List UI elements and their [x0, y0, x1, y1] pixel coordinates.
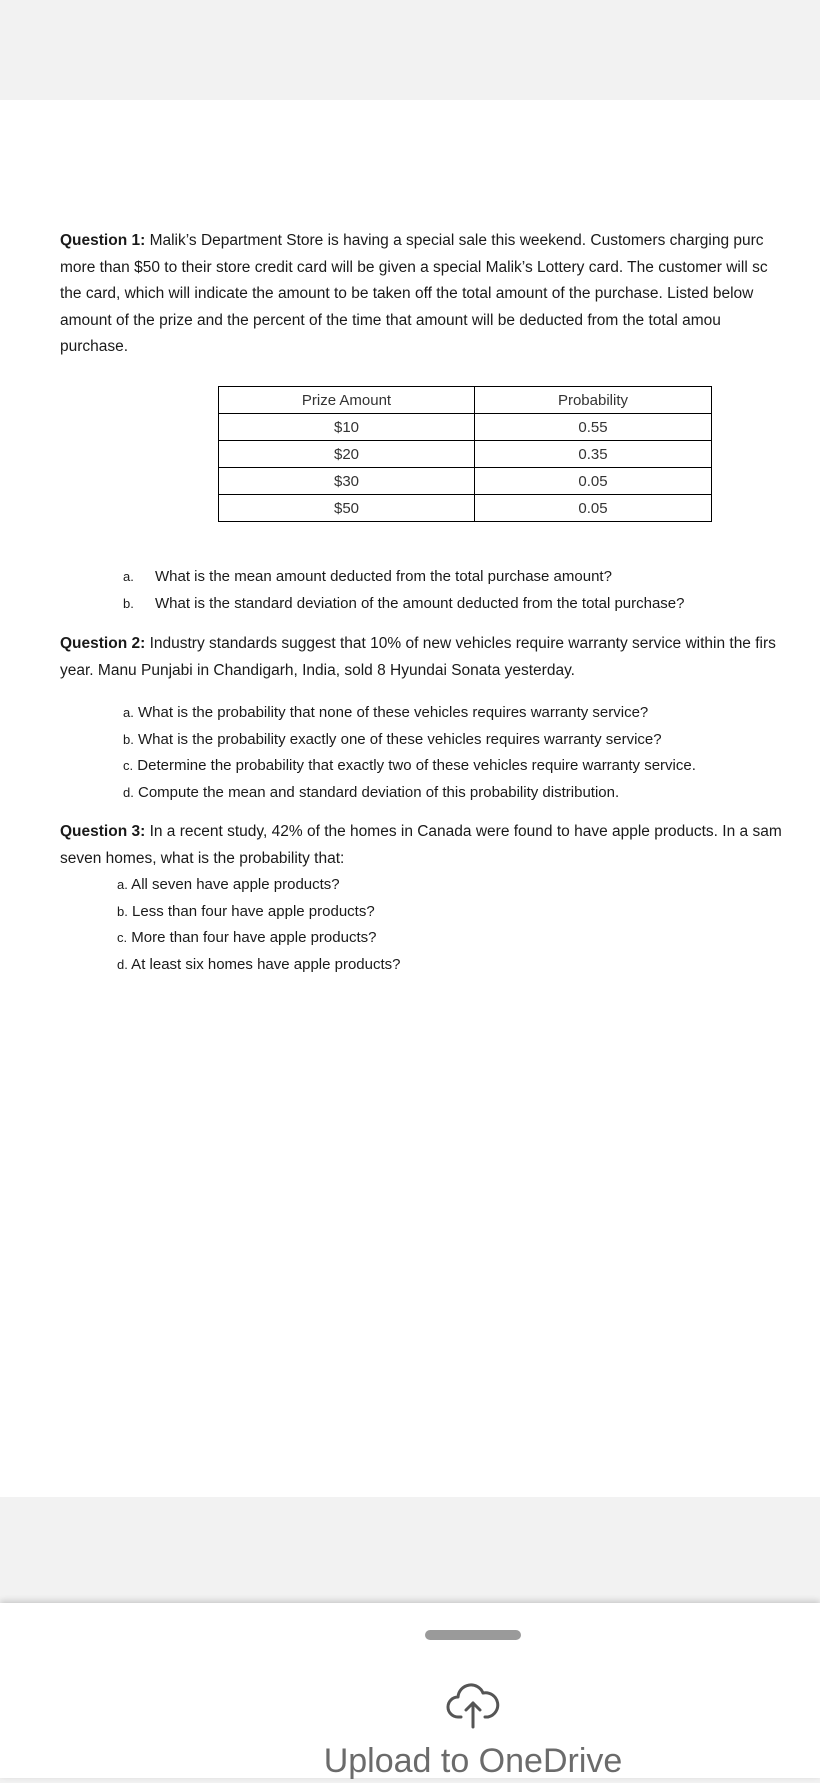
- list-item-text: What is the mean amount deducted from the total purchase amount?: [155, 568, 612, 585]
- question-1-line: amount of the prize and the percent of the time that amount will be deducted from the total amou: [60, 311, 721, 329]
- list-marker: a.: [117, 877, 128, 892]
- question-2-line: year. Manu Punjabi in Chandigarh, India, sold 8 Hyundai Sonata yesterday.: [60, 661, 575, 679]
- top-gray-band: [0, 0, 820, 100]
- table-header-cell: Probability: [475, 387, 712, 414]
- table-row: [219, 468, 712, 495]
- question-2-line: Industry standards suggest that 10% of new vehicles require warranty service within the firs: [145, 635, 776, 652]
- question-2-subquestions: [123, 700, 696, 806]
- table-row: [219, 414, 712, 441]
- list-item-text: All seven have apple products?: [127, 876, 340, 893]
- sheet-grabber-handle[interactable]: [425, 1630, 521, 1640]
- list-item-text: At least six homes have apple products?: [127, 955, 401, 973]
- table-cell: $10: [219, 414, 475, 441]
- question-3-paragraph: [60, 819, 820, 846]
- question-2-title: Question 2:: [60, 635, 146, 652]
- list-item: [117, 925, 401, 952]
- list-item: [123, 780, 696, 807]
- list-item-text: Determine the probability that exactly two of these vehicles require warranty service.: [133, 757, 696, 774]
- question-2-paragraph: [60, 631, 820, 658]
- list-item-text: More than four have apple products?: [127, 929, 377, 946]
- list-marker: a.: [123, 705, 134, 720]
- list-item: [123, 700, 696, 727]
- list-item: [123, 727, 696, 754]
- table-header-cell: Prize Amount: [219, 387, 475, 414]
- table-row: [219, 441, 712, 468]
- list-marker: d.: [117, 956, 128, 972]
- question-1-line: more than $50 to their store credit card will be given a special Malik’s Lottery card. The customer will sc: [60, 258, 768, 276]
- upload-sheet: [0, 1603, 820, 1778]
- list-item-text: What is the probability that none of these vehicles requires warranty service?: [133, 704, 649, 721]
- list-item: [117, 952, 401, 979]
- list-item: [117, 899, 401, 926]
- question-1-line: the card, which will indicate the amount to be taken off the total amount of the purchase. Listed below: [60, 285, 754, 302]
- question-3-subquestions: [117, 872, 401, 978]
- list-item-text: What is the standard deviation of the amount deducted from the total purchase?: [155, 594, 685, 612]
- list-item: [123, 753, 696, 780]
- question-3-title: Question 3:: [60, 823, 146, 840]
- list-marker: b.: [123, 731, 134, 747]
- list-item-text: What is the probability exactly one of these vehicles requires warranty service?: [133, 730, 662, 748]
- question-3-line: In a recent study, 42% of the homes in Canada were found to have apple products. In a sam: [145, 823, 782, 840]
- list-item: [117, 872, 401, 899]
- question-1-subquestions: [123, 564, 685, 617]
- question-1-line: purchase.: [60, 338, 129, 355]
- list-marker: c.: [123, 758, 134, 773]
- table-cell: 0.05: [475, 495, 712, 522]
- question-2-block: [60, 631, 820, 684]
- bottom-gray-band: [0, 1497, 820, 1605]
- cloud-upload-icon[interactable]: [446, 1681, 500, 1729]
- list-item-text: Less than four have apple products?: [127, 902, 375, 920]
- question-3-block: [60, 819, 820, 872]
- table-cell: 0.35: [475, 441, 712, 468]
- prize-table: [218, 386, 712, 522]
- table-cell: $30: [219, 468, 475, 495]
- list-marker: b.: [123, 595, 134, 611]
- question-1-line: Malik’s Department Store is having a special sale this weekend. Customers charging purc: [145, 232, 764, 249]
- upload-to-onedrive-label[interactable]: Upload to OneDrive: [323, 1742, 623, 1780]
- list-marker: b.: [117, 903, 128, 919]
- table-header-row: [219, 387, 712, 414]
- question-3-line: seven homes, what is the probability that:: [60, 849, 345, 867]
- table-cell: $50: [219, 495, 475, 522]
- list-marker: d.: [123, 784, 134, 800]
- question-1-title: Question 1:: [60, 232, 146, 249]
- table-cell: 0.05: [475, 468, 712, 495]
- table-cell: $20: [219, 441, 475, 468]
- list-item: [123, 591, 685, 618]
- document-body: [60, 228, 820, 361]
- list-marker: a.: [123, 569, 134, 584]
- list-item-text: Compute the mean and standard deviation of this probability distribution.: [133, 783, 620, 801]
- table-cell: 0.55: [475, 414, 712, 441]
- list-item: [123, 564, 685, 591]
- question-1-paragraph: [60, 228, 820, 255]
- document-page: [0, 100, 820, 1497]
- list-marker: c.: [117, 930, 128, 945]
- table-row: [219, 495, 712, 522]
